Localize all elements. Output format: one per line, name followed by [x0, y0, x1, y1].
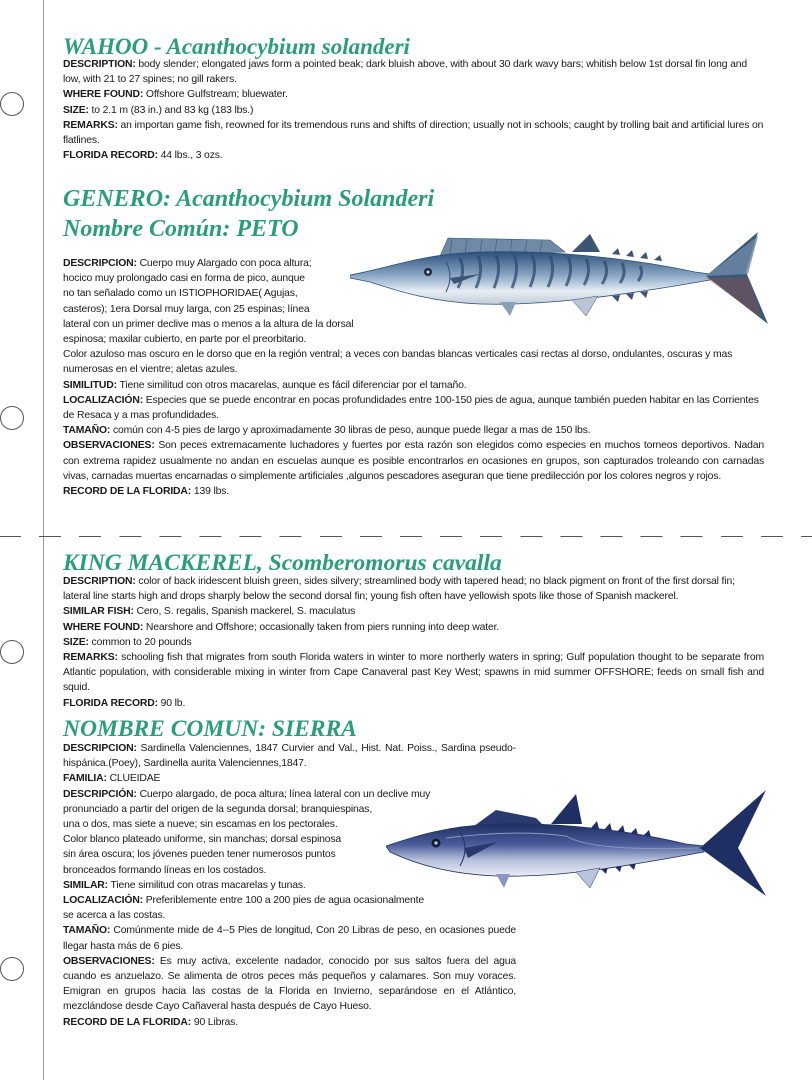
- king-mackerel-description: DESCRIPTION: color of back iridescent bluish green, sides silvery; streamlined body with tapered head; no black pigment on front of the first dorsal fin; lateral line starts high and drops sharply below the second dorsal fin; young fish often have yellowish spots like those of Spanish mackerel.: [63, 576, 735, 603]
- sierra-observaciones: OBSERVACIONES: Es muy activa, excelente nadador, conocido por sus saltos fuera del agua cuando es anzuelazo. Se alimenta de otros peces más pequeños y calamares. Son muy voraces. Emigran en grupos hacia las costas de la Florida en Invierno, separándose en el Atlántico, mezclándose desde Cayo Cañaveral hasta después de Cayo Hueso.: [63, 955, 516, 1013]
- peto-tamano: TAMAÑO: común con 4-5 pies de largo y aproximadamente 30 libras de peso, aunque puede llegar a mas de 150 lbs.: [63, 425, 591, 437]
- king-mackerel-section: [63, 550, 764, 711]
- king-mackerel-where-found: WHERE FOUND: Nearshore and Offshore; occasionally taken from piers running into deep water.: [63, 621, 500, 633]
- binder-hole: [0, 406, 24, 430]
- peto-observaciones: OBSERVACIONES: Son peces extremacamente luchadores y fuertes por esta razón son elegidos como especies en muchos torneos deportivos. Nadan con extrema rapidez usualmente no andan en escuelas aunque es posible encontrarlos en ocasiones en grupos, son capturados troleando con carnadas vivas, carnadas muertas encarnadas o simplemente artificiales ,algunos pescadores aseguran que tiene predilección por los colores negros y rojos.: [63, 440, 764, 482]
- king-mackerel-florida-record: FLORIDA RECORD: 90 lb.: [63, 697, 186, 709]
- sierra-descripcion-line: sin área oscura; los jóvenes pueden tener numerosos puntos: [63, 849, 336, 861]
- sierra-descripcion-line: bronceados formando líneas en los costados.: [63, 864, 267, 876]
- sierra-localizacion-line: se acerca a las costas.: [63, 910, 166, 922]
- sierra-descripcion-line: una o dos, mas siete a nueve; sin escamas en los pectorales.: [63, 819, 338, 831]
- king-mackerel-size: SIZE: common to 20 pounds: [63, 636, 192, 648]
- peto-descripcion-line: no tan señalado como un ISTIOPHORIDAE( Agujas,: [63, 288, 298, 300]
- wahoo-remarks: REMARKS: an importan game fish, reowned for its tremendous runs and shifts of direction; usually not in schools; caught by trolling bait and artificial lures on flatlines.: [63, 119, 764, 147]
- wahoo-where-found: WHERE FOUND: Offshore Gulfstream; bluewater.: [63, 89, 288, 101]
- binder-hole: [0, 957, 24, 981]
- sierra-descripcion-line: pronunciado a partir del origen de la segunda dorsal; branquiespinas,: [63, 803, 373, 815]
- sierra-familia: FAMILIA: CLUEIDAE: [63, 773, 161, 785]
- binder-hole: [0, 640, 24, 664]
- sierra-tamano: TAMAÑO: Comúnmente mide de 4--5 Pies de longitud, Con 20 Libras de peso, en ocasiones puede llegar hasta más de 6 pies.: [63, 925, 516, 952]
- wahoo-fish-illustration: [350, 228, 775, 328]
- cut-line-divider: [0, 536, 812, 537]
- king-mackerel-title: KING MACKEREL, Scomberomorus cavalla: [63, 550, 502, 576]
- peto-color-description: Color azuloso mas oscuro en le dorso que en la región ventral; a veces con bandas blancas verticales casi rectas al dorso, ondulantes, oscuras y mas numerosas en el vientre; aletas azules.: [63, 349, 733, 376]
- king-mackerel-similar-fish: SIMILAR FISH: Cero, S. regalis, Spanish mackerel, S. maculatus: [63, 606, 356, 618]
- sierra-localizacion: LOCALIZACIÓN: Preferiblemente entre 100 a 200 pies de agua ocasionalmente: [63, 895, 424, 907]
- wahoo-section: [63, 34, 764, 163]
- peto-localizacion: LOCALIZACIÓN: Especies que se puede encontrar en pocas profundidades entre 100-150 pies de agua, aunque también pueden habitar en las Corrientes de Resaca y a mas profundidades.: [63, 394, 759, 422]
- sierra-descripcion-line: DESCRIPCIÓN: Cuerpo alargado, de poca altura; línea lateral con un declive muy: [63, 788, 431, 800]
- peto-descripcion-line: lateral con un primer declive mas o menos a la altura de la dorsal: [63, 318, 354, 330]
- king-mackerel-remarks: REMARKS: schooling fish that migrates from south Florida waters in winter to more northerly waters in spring; Gulf population thought to be separate from Atlantic population, with considerable mixing in winter from Cape Canaveral past Key West; spawns in mid summer OFFSHORE; feeds on small fish and squid.: [63, 652, 764, 694]
- peto-descripcion-line: espinosa; maxilar cubierto, en parte por el preorbitario.: [63, 334, 307, 346]
- peto-descripcion-line: hocico muy prolongado casi en forma de pico, aunque: [63, 273, 305, 285]
- wahoo-description: DESCRIPTION: body slender; elongated jaws form a pointed beak; dark bluish above, with about 30 dark wavy bars; whitish below 1st dorsal fin long and low, with 21 to 27 spines; no gill rakers.: [63, 59, 748, 86]
- wahoo-title: WAHOO - Acanthocybium solanderi: [63, 34, 410, 59]
- sierra-descripcion-line: Color blanco plateado uniforme, sin manchas; dorsal espinosa: [63, 834, 342, 846]
- peto-descripcion-line: casteros); 1era Dorsal muy larga, con 25 espinas; línea: [63, 303, 310, 315]
- king-mackerel-fish-illustration: [386, 788, 772, 898]
- sierra-descripcion: DESCRIPCION: Sardinella Valenciennes, 1847 Curvier and Val., Hist. Nat. Poiss., Sardina pseudo- hispánica.(Poey), Sardinella aurita Valenciennes,1847.: [63, 743, 516, 770]
- sierra-florida-record: RECORD DE LA FLORIDA: 90 Libras.: [63, 1016, 238, 1028]
- peto-similitud: SIMILITUD: Tiene similitud con otros macarelas, aunque es fácil diferenciar por el tamaño.: [63, 379, 467, 391]
- sierra-similar: SIMILAR: Tiene similitud con otras macarelas y tunas.: [63, 879, 306, 891]
- peto-title-common-name: Nombre Común: PETO: [63, 216, 299, 242]
- sierra-title: NOMBRE COMUN: SIERRA: [63, 716, 357, 742]
- wahoo-florida-record: FLORIDA RECORD: 44 lbs., 3 ozs.: [63, 150, 223, 162]
- peto-florida-record: RECORD DE LA FLORIDA: 139 lbs.: [63, 486, 230, 498]
- peto-descripcion-line: DESCRIPCION: Cuerpo muy Alargado con poca altura;: [63, 258, 312, 269]
- binder-hole: [0, 92, 24, 116]
- wahoo-size: SIZE: to 2.1 m (83 in.) and 83 kg (183 lbs.): [63, 104, 254, 116]
- binder-margin-line: [43, 0, 44, 1080]
- peto-title-genus: GENERO: Acanthocybium Solanderi: [63, 186, 435, 212]
